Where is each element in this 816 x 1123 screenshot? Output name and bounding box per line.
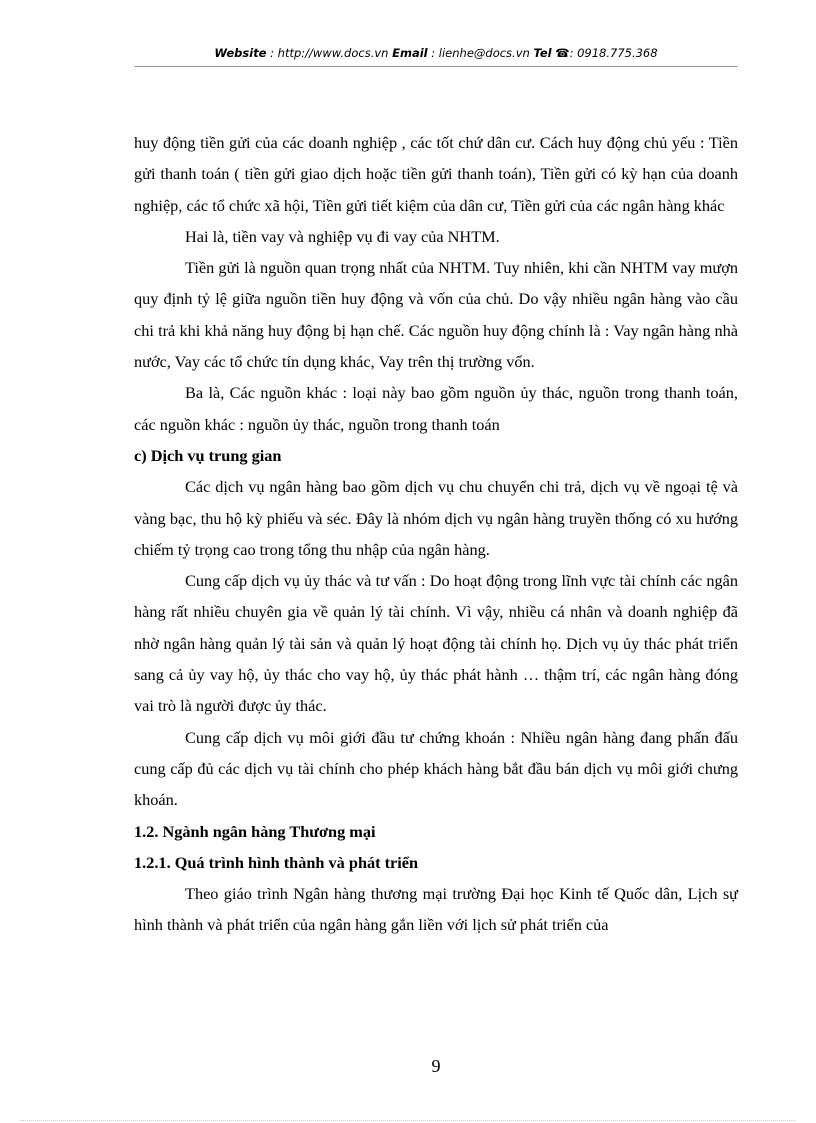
section-heading-dich-vu: c) Dịch vụ trung gian	[134, 445, 282, 465]
paragraph-moi-gioi: Cung cấp dịch vụ môi giới đầu tư chứng khoán : Nhiều ngân hàng đang phấn đấu cung cấp đủ các dịch vụ tài chính cho phép khách hàng bắt đầu bán dịch vụ môi giới chưng khoán.	[134, 727, 738, 810]
tel-value: : 0918.775.368	[569, 46, 658, 60]
page-header	[134, 46, 738, 60]
paragraph-tien-gui: Tiền gửi là nguồn quan trọng nhất của NHTM. Tuy nhiên, khi cần NHTM vay mượn quy định tỷ lệ giữa nguồn tiền huy động và vốn của chủ. Do vậy nhiều ngân hàng vào cầu chi trả khi khả năng huy động bị hạn chế. Các nguồn huy động chính là : Vay ngân hàng nhà nước, Vay các tổ chức tín dụng khác, Vay trên thị trường vốn.	[134, 258, 738, 372]
section-heading-1-2-1: 1.2.1. Quá trình hình thành và phát triển	[134, 852, 419, 872]
paragraph-uy-thac: Cung cấp dịch vụ ủy thác và tư vấn : Do hoạt động trong lĩnh vực tài chính các ngân hàng rất nhiều chuyên gia về quản lý tài chính. Vì vậy, nhiều cá nhân và doanh nghiệp đã nhờ ngân hàng quản lý tài sản và quản lý hoạt động tài chính họ. Dịch vụ ủy thác phát triển sang cả ủy vay hộ, ủy thác cho vay hộ, ủy thác phát hành … thậm trí, các ngân hàng đóng vai trò là người được ủy thác.	[134, 571, 738, 716]
document-body	[134, 127, 738, 941]
paragraph-hai-la: Hai là, tiền vay và nghiệp vụ đi vay của NHTM.	[185, 226, 500, 246]
website-value: : http://www.docs.vn	[270, 46, 389, 60]
email-value: : lienhe@docs.vn	[431, 46, 530, 60]
paragraph-dich-vu-ngan-hang: Các dịch vụ ngân hàng bao gồm dịch vụ chu chuyển chi trả, dịch vụ về ngoại tệ và vàng bạc, thu hộ kỳ phiếu và séc. Đây là nhóm dịch vụ ngân hàng truyền thống có xu hướng chiếm tỷ trọng cao trong tổng thu nhập của ngân hàng.	[134, 477, 738, 559]
header-divider	[134, 66, 738, 67]
section-heading-1-2: 1.2. Ngành ngân hàng Thương mại	[134, 821, 376, 841]
page-number: 9	[431, 1056, 441, 1076]
paragraph-continuation: huy động tiền gửi của các doanh nghiệp , các tốt chứ dân cư. Cách huy động chủ yếu : Tiền gửi thanh toán ( tiền gửi giao dịch hoặc tiền gửi thanh toán), Tiền gửi có kỳ hạn của doanh nghiệp, các tổ chức xã hội, Tiền gửi tiết kiệm của dân cư, Tiền gửi của các ngân hàng khác	[134, 133, 738, 215]
phone-icon: ☎	[555, 46, 570, 60]
paragraph-ba-la: Ba là, Các nguồn khác : loại này bao gồm nguồn ủy thác, nguồn trong thanh toán, các nguồn khác : nguồn ủy thác, nguồn trong thanh toán	[134, 383, 738, 434]
page-bottom-divider	[20, 1120, 796, 1121]
email-label: Email	[392, 46, 428, 60]
tel-label: Tel	[533, 46, 552, 60]
paragraph-giao-trinh: Theo giáo trình Ngân hàng thương mại trường Đại học Kinh tế Quốc dân, Lịch sự hình thành và phát triển của ngân hàng gắn liền với lịch sử phát triển của	[134, 884, 738, 935]
website-label: Website	[214, 46, 267, 60]
